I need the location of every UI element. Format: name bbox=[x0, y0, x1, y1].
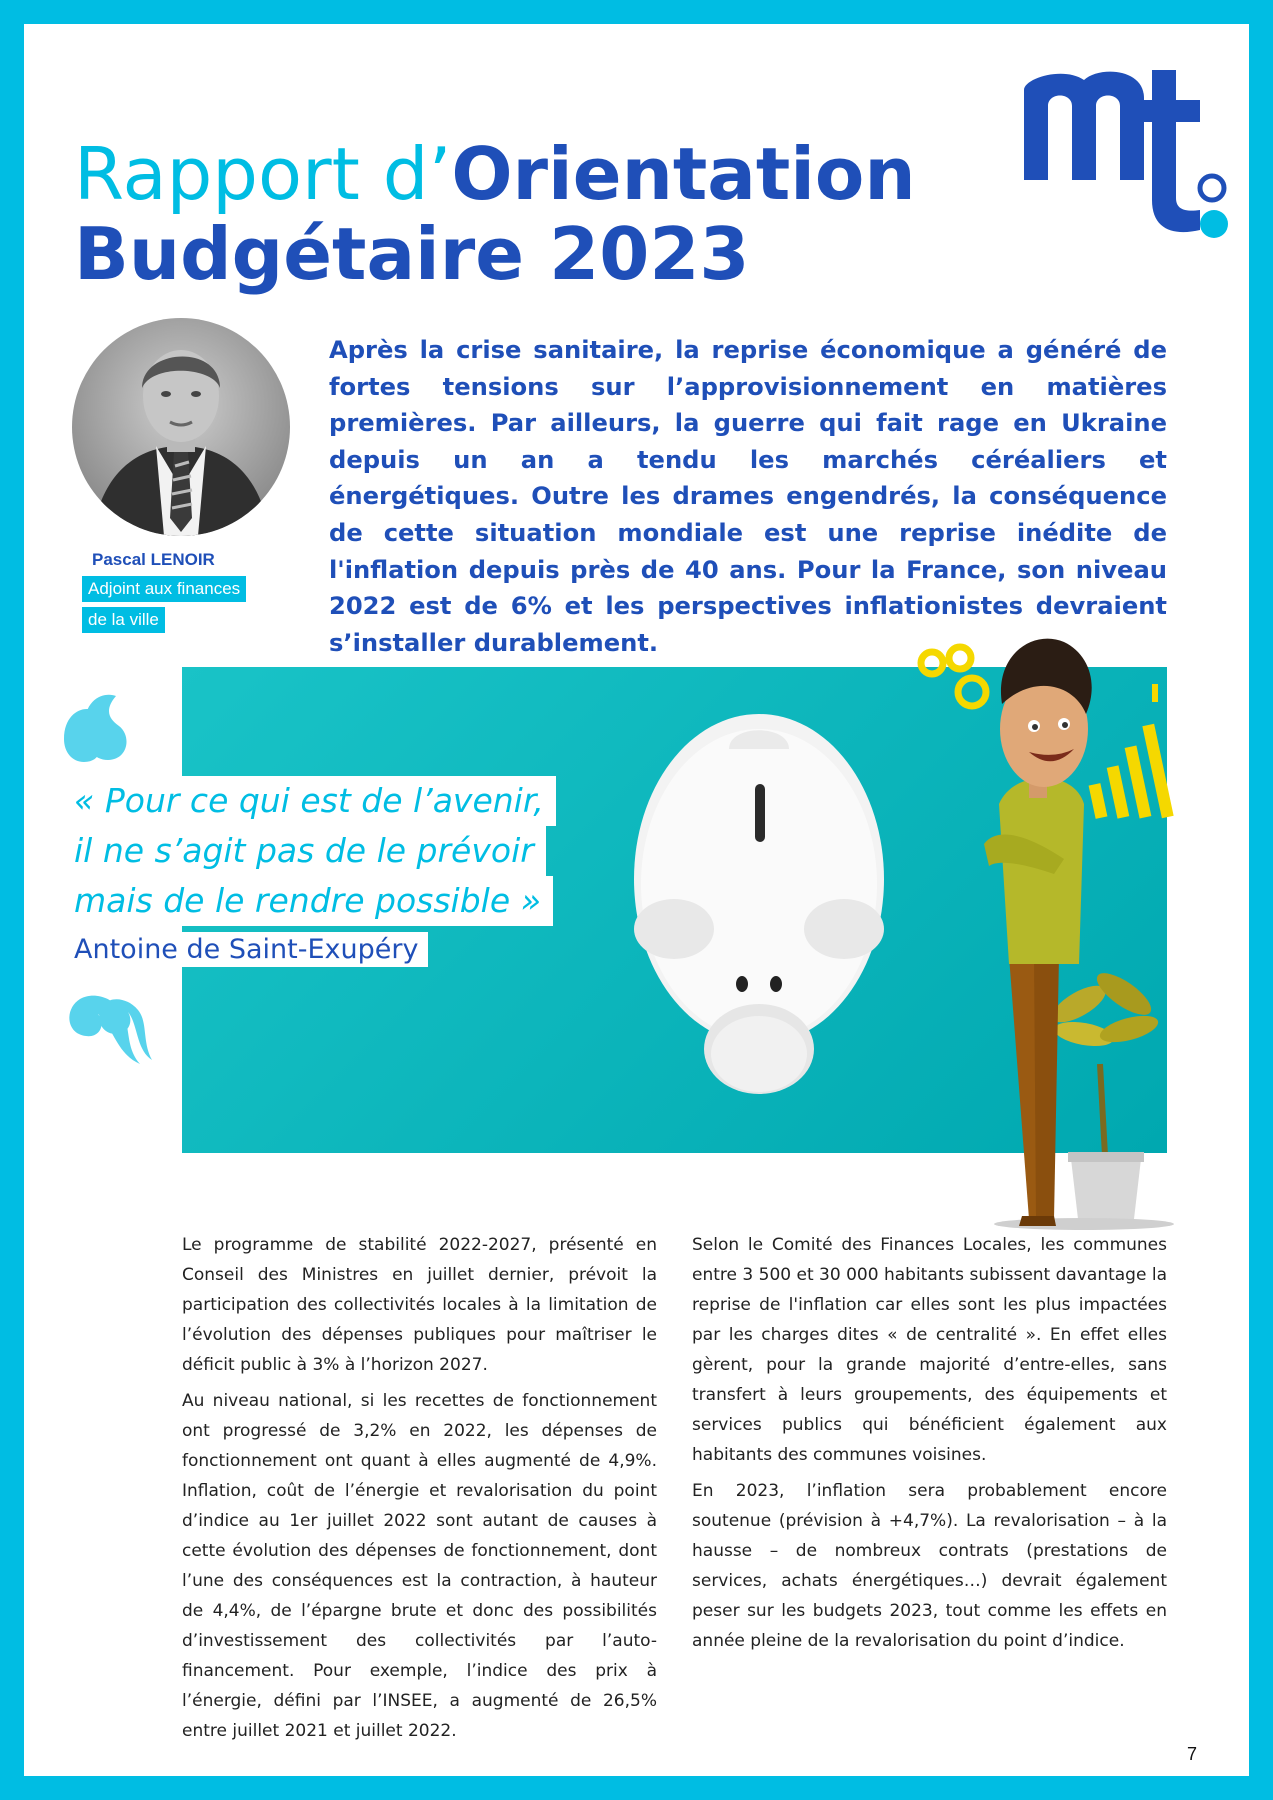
close-quote-icon bbox=[69, 996, 152, 1064]
author-role-line-1: Adjoint aux finances bbox=[82, 576, 246, 602]
body-paragraph: En 2023, l’inflation sera probablement encore soutenue (prévision à +4,7%). La revalorisation – à la hausse – de nombreux contrats (prestations de services, achats énergétiques…) devrait également peser sur les budgets 2023, tout comme les effets en année pleine de la revalorisation du point d’indice. bbox=[692, 1481, 1167, 1651]
author-name: Pascal LENOIR bbox=[92, 550, 215, 569]
title-bold-1: Orientation bbox=[451, 132, 916, 216]
cartoon-man-illustration bbox=[984, 639, 1092, 1226]
quote-author: Antoine de Saint-Exupéry bbox=[74, 932, 428, 967]
body-paragraph: Le programme de stabilité 2022-2027, présenté en Conseil des Ministres en juillet dernier, prévoit la participation des collectivités locales à la limitation de l’évolution des dépenses publiques pour maîtriser le déficit public à 3% à l’horizon 2027. bbox=[182, 1235, 657, 1375]
author-role-line-2: de la ville bbox=[82, 607, 165, 633]
gears-icon bbox=[921, 647, 986, 706]
title-light: Rapport d’ bbox=[74, 132, 452, 216]
hero-illustration bbox=[24, 24, 1249, 1264]
quote-text bbox=[74, 776, 556, 926]
quote-line-1: « Pour ce qui est de l’avenir, bbox=[74, 776, 556, 826]
page bbox=[24, 24, 1249, 1776]
body-paragraph: Selon le Comité des Finances Locales, les communes entre 3 500 et 30 000 habitants subissent davantage la reprise de l'inflation car elles sont les plus impactées par les charges dites « de centralité ». En effet elles gèrent, pour la grande majorité d’entre-elles, sans transfert à leurs groupements, des équipements et services publics qui bénéficient également aux habitants des communes voisines. bbox=[692, 1235, 1167, 1465]
body-column-left bbox=[182, 1230, 657, 1752]
intro-paragraph: Après la crise sanitaire, la reprise économique a généré de fortes tensions sur l’approvisionnement en matières premières. Par ailleurs, la guerre qui fait rage en Ukraine depuis un an a tendu les marchés céréaliers et énergétiques. Outre les drames engendrés, la conséquence de cette situation mondiale est une reprise inédite de l'inflation depuis près de 40 ans. Pour la France, son niveau 2022 est de 6% et les perspectives inflationistes devraient s’installer durablement. bbox=[329, 336, 1167, 657]
piggy-bank-icon bbox=[634, 714, 884, 1094]
body-column-right bbox=[692, 1230, 1167, 1662]
page-number: 7 bbox=[1187, 1744, 1198, 1764]
title-bold-2: Budgétaire 2023 bbox=[74, 212, 750, 296]
body-paragraph: Au niveau national, si les recettes de fonctionnement ont progressé de 3,2% en 2022, les dépenses de fonctionnement ont quant à elles augmenté de 4,9%. Inflation, coût de l’énergie et revalorisation du point d’indice au 1er juillet 2022 sont autant de causes à cette évolution des dépenses de fonctionnement, dont l’une des conséquences est la contraction, à hauteur de 4,4%, de l’épargne brute et donc des possibilités d’investissement des collectivités par l’auto-financement. Pour exemple, l’indice des prix à l’énergie, défini par l’INSEE, a augmenté de 26,5% entre juillet 2021 et juillet 2022. bbox=[182, 1391, 657, 1741]
quote-line-2: il ne s’agit pas de le prévoir bbox=[74, 826, 546, 876]
chart-bars-icon bbox=[1089, 684, 1174, 819]
quote-line-3: mais de le rendre possible » bbox=[74, 876, 553, 926]
open-quote-icon bbox=[64, 695, 127, 762]
